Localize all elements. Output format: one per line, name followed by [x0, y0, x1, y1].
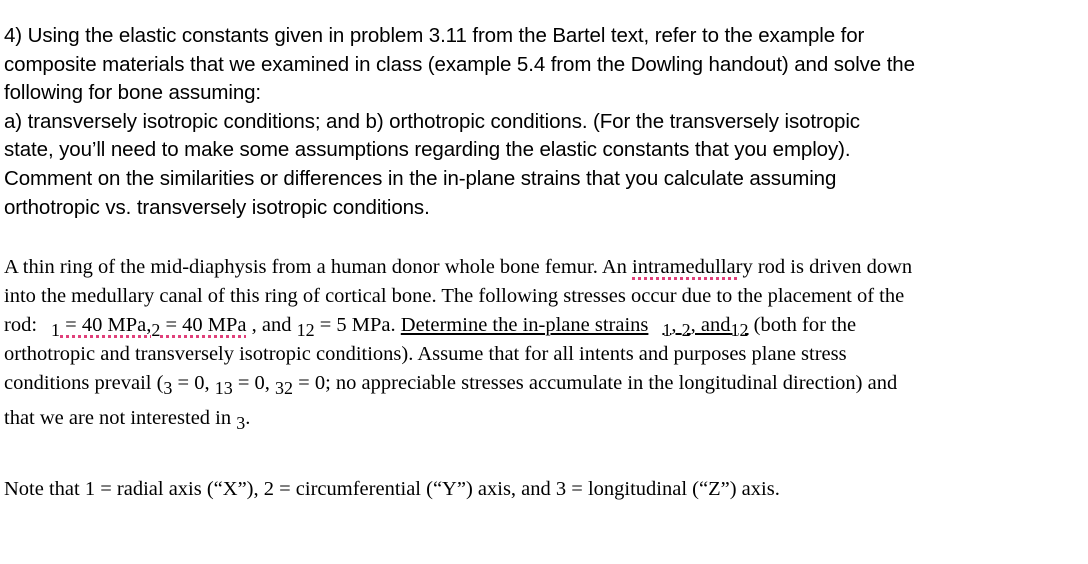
- problem-line: orthotropic vs. transversely isotropic conditions.: [4, 195, 430, 219]
- scenario-line: orthotropic and transversely isotropic conditions). Assume that for all intents and purposes plane stress: [4, 343, 847, 365]
- scenario-line: conditions prevail (3 = 0, 13 = 0, 32 = 0; no appreciable stresses accumulate in the longitudinal direction) and: [4, 372, 898, 398]
- subscript: 3: [236, 413, 246, 433]
- task-underline: Determine the in-plane strains 1, 2, and12: [400, 314, 749, 340]
- axis-note: Note that 1 = radial axis (“X”), 2 = circumferential (“Y”) axis, and 3 = longitudinal (“Z”) axis.: [4, 478, 780, 500]
- subscript: 13: [214, 378, 233, 398]
- problem-line: following for bone assuming:: [4, 81, 262, 105]
- scenario-line: into the medullary canal of this ring of cortical bone. The following stresses occur due to the placement of the: [4, 285, 905, 307]
- scenario-line: [4, 253, 1086, 282]
- scenario-text: (both for the: [748, 314, 857, 336]
- scenario-line: [4, 311, 1086, 340]
- scenario-text: rod is driven down: [752, 256, 913, 278]
- scenario-text: rod:: [4, 314, 38, 336]
- subscript: 12: [296, 320, 315, 340]
- scenario-text: A thin ring of the mid-diaphysis from a human donor whole bone femur. An: [4, 256, 633, 278]
- problem-line: Comment on the similarities or differences in the in-plane strains that you calculate assuming: [4, 166, 837, 190]
- problem-line: 4) Using the elastic constants given in problem 3.11 from the Bartel text, refer to the example for: [4, 24, 865, 47]
- scenario-line: that we are not interested in 3.: [4, 407, 251, 433]
- subscript: 3: [163, 378, 173, 398]
- problem-line: state, you’ll need to make some assumptions regarding the elastic constants that you employ).: [4, 138, 851, 162]
- scenario-paragraph: [4, 253, 1086, 438]
- problem-line: composite materials that we examined in class (example 5.4 from the Dowling handout) and solve the: [4, 52, 915, 76]
- subscript: 2: [151, 320, 161, 340]
- problem-line: a) transversely isotropic conditions; and b) orthotropic conditions. (For the transversely isotropic: [4, 109, 860, 133]
- subscript: 32: [275, 378, 294, 398]
- problem-statement: [4, 22, 1084, 222]
- stress-value: = 40 MPa: [160, 314, 247, 336]
- subscript: 1: [51, 320, 61, 340]
- scenario-text: , and: [246, 314, 297, 336]
- stress-value: = 40 MPa,: [60, 314, 152, 336]
- stress-value: = 5 MPa.: [314, 314, 401, 336]
- spellcheck-word: intramedullary: [632, 256, 753, 278]
